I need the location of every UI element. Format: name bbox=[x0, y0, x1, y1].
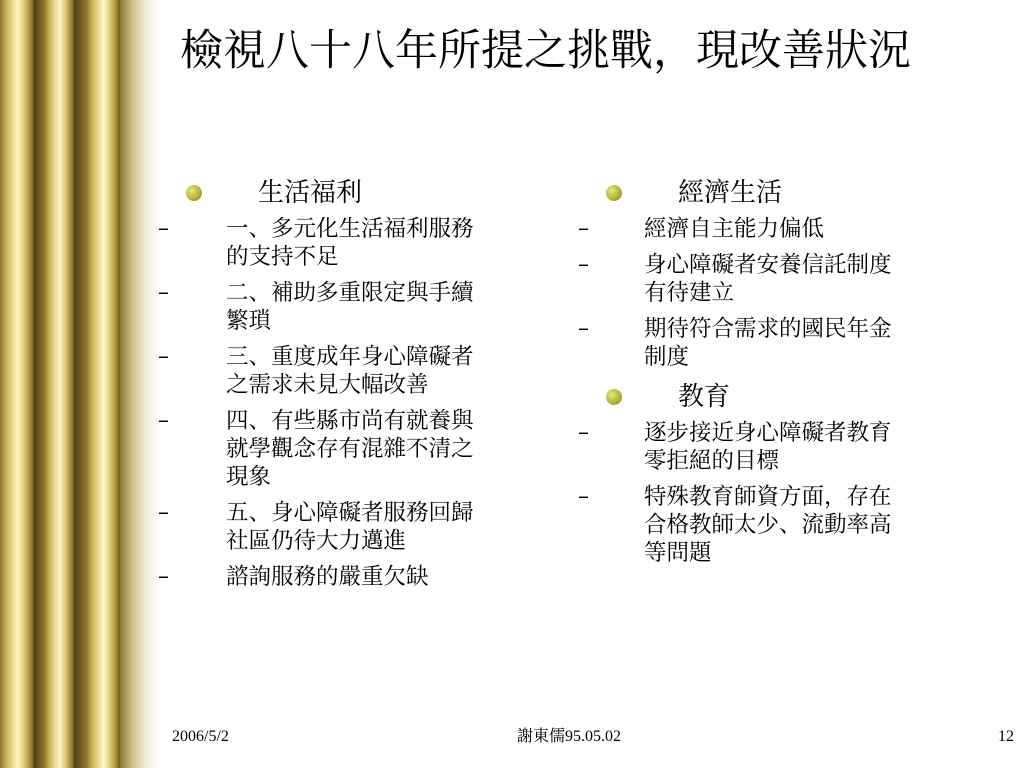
sub-item bbox=[114, 215, 571, 271]
dash-icon: – bbox=[578, 316, 589, 341]
sub-item bbox=[114, 563, 571, 591]
sub-item-text: 特殊教育師資方面，存在合格教師太少、流動率高等問題 bbox=[644, 484, 892, 566]
dash-icon: – bbox=[578, 420, 589, 445]
decorative-pillar-shadow bbox=[74, 0, 86, 768]
decorative-pillar-shadow bbox=[34, 0, 44, 768]
sub-item bbox=[114, 407, 571, 491]
sub-item-text: 經濟自主能力偏低 bbox=[644, 216, 825, 242]
bullet-icon bbox=[606, 185, 622, 201]
sub-item-text: 四、有些縣市尚有就養與就學觀念存有混雜不清之現象 bbox=[226, 408, 474, 490]
sub-item-text: 逐步接近身心障礙者教育零拒絕的目標 bbox=[644, 420, 892, 474]
left-column bbox=[158, 175, 571, 599]
dash-icon: – bbox=[158, 500, 169, 525]
sub-item-text: 期待符合需求的國民年金制度 bbox=[644, 316, 892, 370]
bullet-item-economy bbox=[606, 175, 986, 211]
footer-date: 2006/5/2 bbox=[172, 728, 229, 745]
bullet-heading: 教育 bbox=[678, 382, 731, 412]
sub-item-text: 五、身心障礙者服務回歸社區仍待大力邁進 bbox=[226, 500, 474, 554]
dash-icon: – bbox=[158, 280, 169, 305]
sub-item-text: 一、多元化生活福利服務的支持不足 bbox=[226, 216, 474, 270]
dash-icon: – bbox=[158, 216, 169, 241]
sub-item bbox=[534, 215, 986, 243]
slide-title: 檢視八十八年所提之挑戰，現改善狀況 bbox=[180, 26, 911, 76]
sub-item bbox=[114, 279, 571, 335]
footer-author: 謝東儒95.05.02 bbox=[517, 728, 622, 745]
dash-icon: – bbox=[158, 564, 169, 589]
dash-icon: – bbox=[158, 408, 169, 433]
sub-item bbox=[534, 315, 986, 371]
sub-item-text: 二、補助多重限定與手續繁瑣 bbox=[226, 280, 474, 334]
bullet-heading: 經濟生活 bbox=[678, 178, 783, 208]
bullet-icon bbox=[606, 389, 622, 405]
dash-icon: – bbox=[578, 216, 589, 241]
bullet-item-education bbox=[606, 379, 986, 415]
dash-icon: – bbox=[578, 484, 589, 509]
dash-icon: – bbox=[578, 252, 589, 277]
bullet-icon bbox=[186, 185, 202, 201]
sub-item bbox=[534, 483, 986, 567]
sub-item bbox=[114, 499, 571, 555]
decorative-pillar bbox=[44, 0, 74, 768]
sub-item bbox=[534, 419, 986, 475]
sub-item-text: 身心障礙者安養信託制度有待建立 bbox=[644, 252, 892, 306]
sub-item bbox=[534, 251, 986, 307]
sub-item bbox=[114, 343, 571, 399]
sub-item-text: 諮詢服務的嚴重欠缺 bbox=[226, 564, 429, 590]
right-column bbox=[578, 175, 986, 575]
bullet-heading: 生活福利 bbox=[258, 178, 363, 208]
bullet-item-welfare bbox=[186, 175, 571, 211]
decorative-pillar bbox=[0, 0, 34, 768]
dash-icon: – bbox=[158, 344, 169, 369]
sub-item-text: 三、重度成年身心障礙者之需求未見大幅改善 bbox=[226, 344, 474, 398]
page-number: 12 bbox=[998, 728, 1014, 745]
